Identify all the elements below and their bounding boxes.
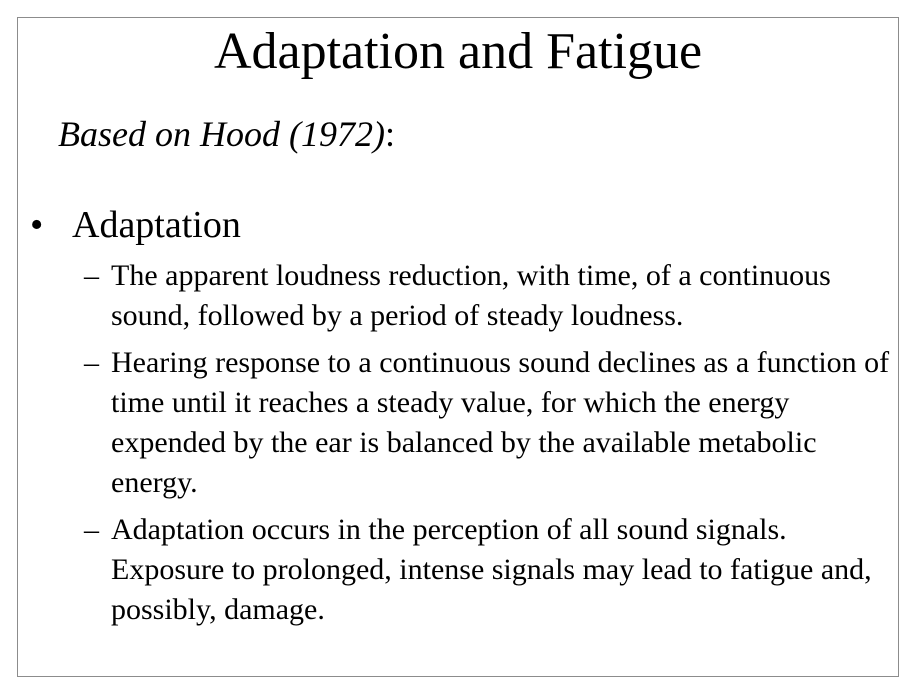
bullet-label: Adaptation [72,204,241,246]
sub-bullet-text: Hearing response to a continuous sound declines as a function of time until it reaches a steady value, for which the energy expended by the ear is balanced by the available metabolic energy. [111,346,890,499]
sub-bullet-item [84,256,894,336]
sub-bullet-text: Adaptation occurs in the perception of all sound signals. Exposure to prolonged, intense signals may lead to fatigue and, possibly, damage. [111,513,872,626]
subtitle-colon: : [384,114,395,154]
sub-bullet-list [84,256,894,637]
subtitle-citation: Based on Hood (1972) [58,114,385,154]
sub-bullet-item [84,343,894,503]
dash-marker: – [84,346,99,379]
bullet-marker: • [30,204,44,246]
dash-marker: – [84,513,99,546]
slide-title: Adaptation and Fatigue [213,23,703,80]
bullet-adaptation [30,200,241,250]
sub-bullet-text: The apparent loudness reduction, with time, of a continuous sound, followed by a period of steady loudness. [111,259,831,332]
dash-marker: – [84,259,99,292]
subtitle [58,110,395,158]
sub-bullet-item [84,510,894,630]
